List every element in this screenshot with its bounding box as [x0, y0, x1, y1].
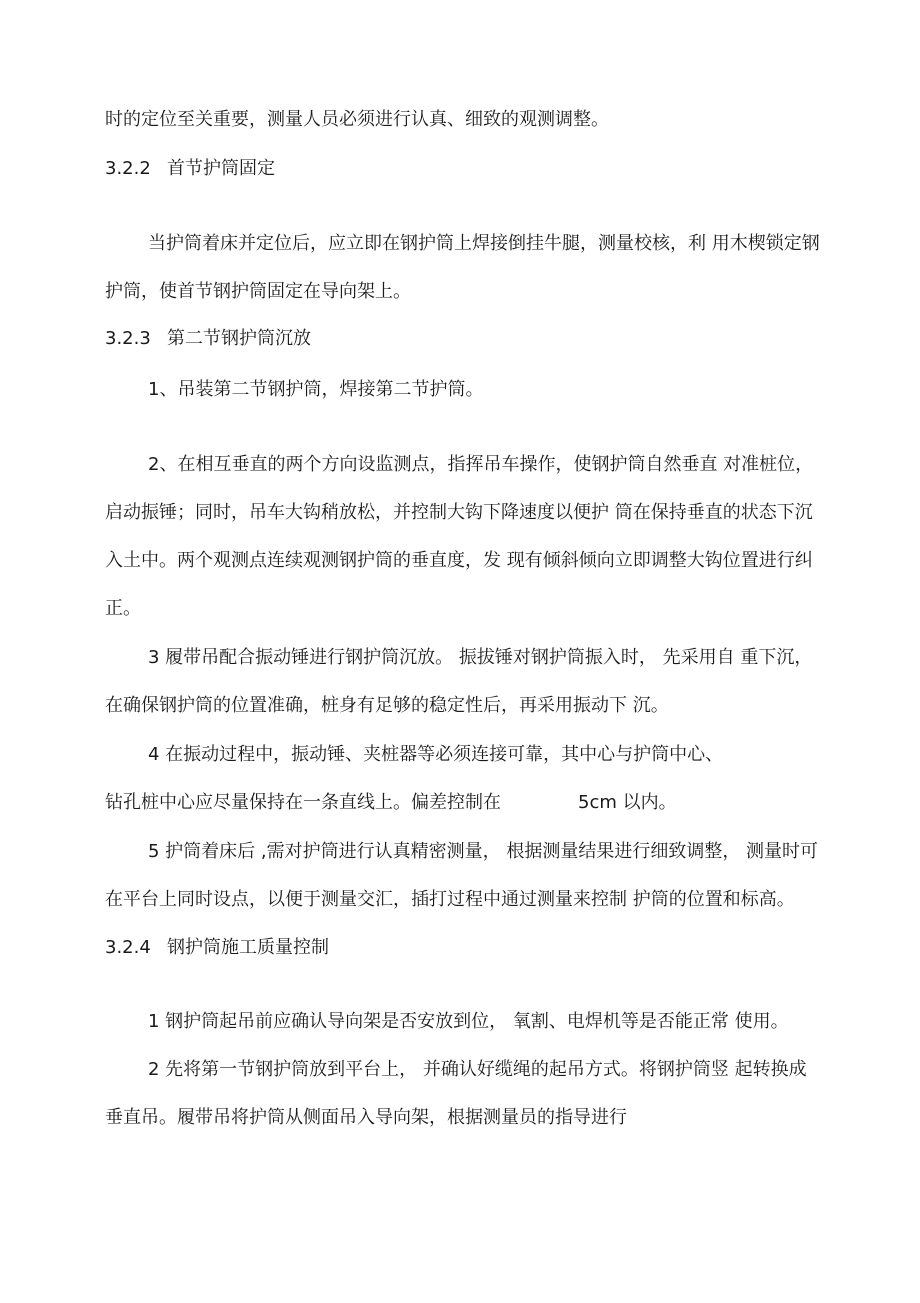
- paragraph-fragment: 5cm 以内。: [578, 792, 677, 813]
- paragraph-line: 时的定位至关重要，测量人员必须进行认真、细致的观测调整。: [105, 109, 609, 130]
- paragraph-line: 在确保钢护筒的位置准确，桩身有足够的稳定性后，再采用振动下 沉。: [105, 695, 669, 716]
- section-heading: [105, 157, 275, 181]
- paragraph-line: 护筒，使首节钢护筒固定在导向架上。: [105, 281, 411, 302]
- section-number: 3.2.3: [105, 328, 151, 349]
- paragraph-line: 1 钢护筒起吊前应确认导向架是否安放到位， 氧割、电焊机等是否能正常 使用。: [148, 1011, 789, 1032]
- paragraph-line: 3 履带吊配合振动锤进行钢护筒沉放。 振拔锤对钢护筒振入时， 先采用自 重下沉，: [148, 647, 813, 668]
- section-number: 3.2.2: [105, 158, 151, 179]
- paragraph-line: 当护筒着床并定位后，应立即在钢护筒上焊接倒挂牛腿，测量校核，利 用木楔锁定钢: [148, 233, 820, 254]
- section-title: 首节护筒固定: [167, 158, 275, 179]
- section-number: 3.2.4: [105, 937, 151, 958]
- paragraph-line: 垂直吊。履带吊将护筒从侧面吊入导向架，根据测量员的指导进行: [105, 1107, 627, 1128]
- paragraph-line: 1、吊装第二节钢护筒，焊接第二节护筒。: [148, 379, 484, 400]
- section-title: 第二节钢护筒沉放: [167, 328, 311, 349]
- section-heading: [105, 327, 311, 351]
- paragraph-line: 钻孔桩中心应尽量保持在一条直线上。偏差控制在: [105, 792, 501, 813]
- paragraph-line: 2、在相互垂直的两个方向设监测点，指挥吊车操作，使钢护筒自然垂直 对准桩位，: [148, 454, 814, 475]
- paragraph-line: 正。: [105, 598, 141, 619]
- paragraph-line: 2 先将第一节钢护筒放到平台上， 并确认好缆绳的起吊方式。将钢护筒竖 起转换成: [148, 1059, 807, 1080]
- paragraph-line: 4 在振动过程中，振动锤、夹桩器等必须连接可靠，其中心与护筒中心、: [148, 744, 724, 765]
- paragraph-line: 入土中。两个观测点连续观测钢护筒的垂直度，发 现有倾斜倾向立即调整大钩位置进行纠: [105, 550, 813, 571]
- section-heading: [105, 936, 329, 960]
- paragraph-line: 启动振锤；同时，吊车大钩稍放松，并控制大钩下降速度以便护 筒在保持垂直的状态下沉: [105, 502, 813, 523]
- section-title: 钢护筒施工质量控制: [167, 937, 329, 958]
- paragraph-line: 在平台上同时设点，以便于测量交汇，插打过程中通过测量来控制 护筒的位置和标高。: [105, 889, 795, 910]
- paragraph-line: 5 护筒着床后 ,需对护筒进行认真精密测量， 根据测量结果进行细致调整， 测量时可: [148, 841, 819, 862]
